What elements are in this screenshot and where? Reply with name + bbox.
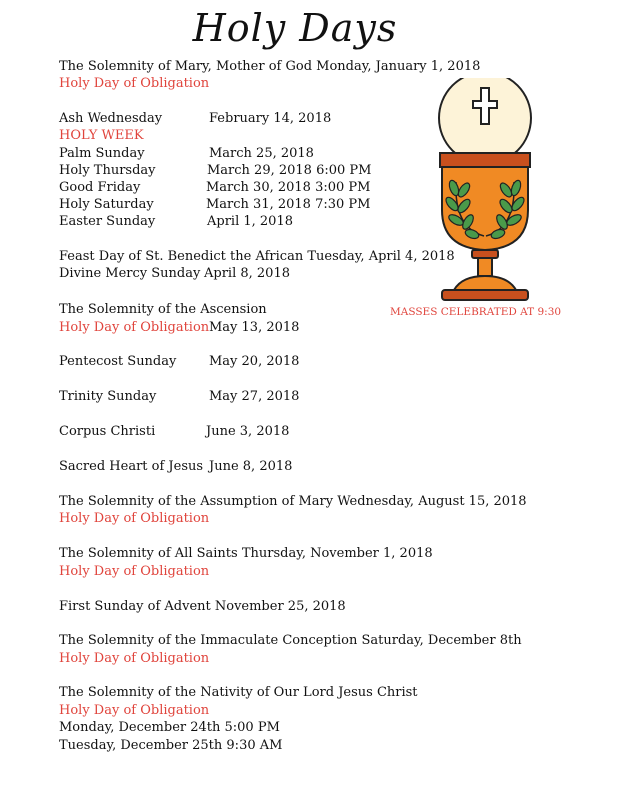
holy-week-date: March 29, 2018 6:00 PM — [207, 163, 372, 178]
ash-date: February 14, 2018 — [209, 111, 332, 126]
trinity-row — [59, 388, 300, 405]
holy-week-name: Good Friday — [59, 180, 141, 195]
mercy-date: April 8, 2018 — [204, 266, 290, 281]
all-saints-line: The Solemnity of All Saints Thursday, November 1, 2018 — [59, 546, 433, 561]
trinity-name: Trinity Sunday — [59, 389, 157, 404]
holy-week-date: April 1, 2018 — [207, 214, 293, 229]
holy-week-row — [59, 196, 371, 213]
chalice-base — [442, 290, 528, 300]
holy-week-name: Holy Saturday — [59, 197, 154, 212]
chalice-stem — [478, 258, 492, 276]
chalice-foot — [454, 276, 516, 290]
immaculate-line: The Solemnity of the Immaculate Conception Saturday, December 8th — [59, 633, 522, 648]
assumption-obligation: Holy Day of Obligation — [59, 511, 210, 526]
nativity-line: The Solemnity of the Nativity of Our Lord Jesus Christ — [59, 685, 418, 700]
ash-name: Ash Wednesday — [59, 111, 163, 126]
corpus-name: Corpus Christi — [59, 424, 156, 439]
holy-week-date: March 25, 2018 — [209, 146, 314, 161]
holy-week-heading: HOLY WEEK — [59, 128, 144, 143]
holy-week-name: Palm Sunday — [59, 146, 145, 161]
corpus-row — [59, 423, 290, 440]
pentecost-name: Pentecost Sunday — [59, 354, 177, 369]
holy-week-row — [59, 179, 371, 196]
all-saints-obligation: Holy Day of Obligation — [59, 564, 210, 579]
ascension-date: May 13, 2018 — [209, 320, 300, 335]
nativity-obligation: Holy Day of Obligation — [59, 703, 210, 718]
mary-line: The Solemnity of Mary, Mother of God Monday, January 1, 2018 — [59, 59, 481, 74]
chalice-rim — [440, 153, 530, 167]
nativity-mass-2: Tuesday, December 25th 9:30 AM — [59, 738, 283, 753]
holy-week-row — [59, 145, 314, 162]
sacred-name: Sacred Heart of Jesus — [59, 459, 204, 474]
nativity-mass-1: Monday, December 24th 5:00 PM — [59, 720, 280, 735]
mercy-name: Divine Mercy Sunday — [59, 266, 201, 281]
ascension-obligation: Holy Day of Obligation — [59, 320, 210, 335]
holy-week-row — [59, 213, 293, 230]
sacred-heart-row — [59, 458, 293, 475]
benedict-line: Feast Day of St. Benedict the African Tuesday, April 4, 2018 — [59, 249, 455, 264]
holy-week-date: March 30, 2018 3:00 PM — [206, 180, 371, 195]
assumption-line: The Solemnity of the Assumption of Mary Wednesday, August 15, 2018 — [59, 494, 527, 509]
advent-line: First Sunday of Advent November 25, 2018 — [59, 599, 346, 614]
corpus-date: June 3, 2018 — [206, 424, 290, 439]
holy-week-date: March 31, 2018 7:30 PM — [206, 197, 371, 212]
ash-wednesday-row — [59, 110, 332, 127]
pentecost-row — [59, 353, 300, 370]
divine-mercy-row — [59, 265, 290, 282]
masses-note: MASSES CELEBRATED AT 9:30 — [390, 306, 562, 318]
holy-week-row — [59, 162, 372, 179]
holy-week-name: Easter Sunday — [59, 214, 156, 229]
ascension-row — [59, 319, 300, 336]
immaculate-obligation: Holy Day of Obligation — [59, 651, 210, 666]
holy-week-name: Holy Thursday — [59, 163, 156, 178]
trinity-date: May 27, 2018 — [209, 389, 300, 404]
chalice-illustration — [432, 78, 542, 304]
mary-obligation: Holy Day of Obligation — [59, 76, 210, 91]
page-title: Holy Days — [192, 6, 398, 50]
ascension-line: The Solemnity of the Ascension — [59, 302, 267, 317]
chalice-knot — [472, 250, 498, 258]
pentecost-date: May 20, 2018 — [209, 354, 300, 369]
sacred-date: June 8, 2018 — [209, 459, 293, 474]
